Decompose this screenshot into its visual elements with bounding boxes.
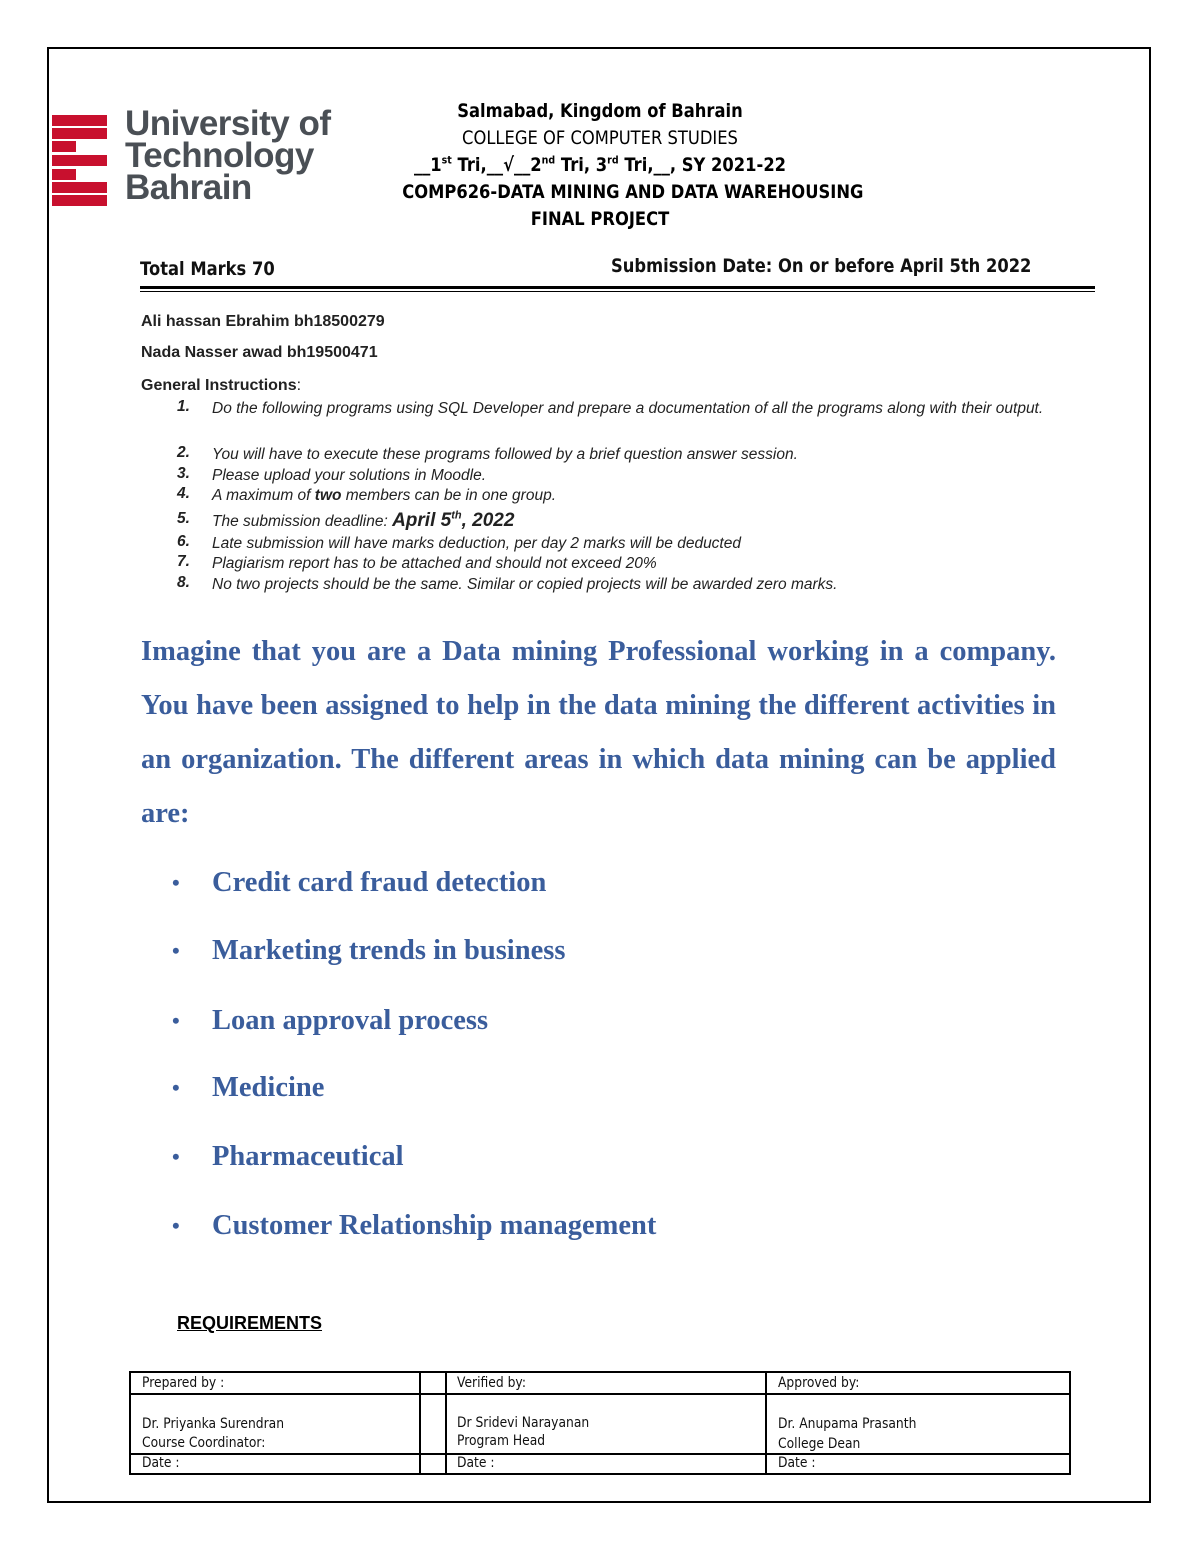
approved-label: Approved by: bbox=[778, 1375, 860, 1391]
prepared-date: Date : bbox=[142, 1455, 180, 1471]
prepared-name: Dr. Priyanka Surendran bbox=[142, 1416, 285, 1432]
table-divider bbox=[765, 1373, 767, 1473]
deadline-date: April 5th, 2022 bbox=[392, 509, 515, 531]
verified-date: Date : bbox=[457, 1455, 495, 1471]
student-name-2: Nada Nasser awad bh19500471 bbox=[141, 344, 378, 361]
approved-date: Date : bbox=[778, 1455, 816, 1471]
requirements-heading: REQUIREMENTS bbox=[177, 1313, 323, 1333]
document-header bbox=[370, 98, 864, 233]
intro-paragraph: Imagine that you are a Data mining Professional working in a company. You have been assigned to help in the data mining the different activities in an organization. The different areas in which data mining can be applied are: bbox=[141, 636, 1056, 829]
logo-mark-icon bbox=[52, 115, 108, 207]
header-rule bbox=[140, 286, 1095, 289]
verified-role: Program Head bbox=[457, 1433, 546, 1449]
university-logo bbox=[52, 104, 362, 208]
table-divider bbox=[131, 1393, 1069, 1395]
verified-label: Verified by: bbox=[457, 1375, 526, 1391]
table-divider bbox=[445, 1373, 447, 1473]
table-divider bbox=[131, 1453, 1069, 1455]
prepared-label: Prepared by : bbox=[142, 1375, 225, 1391]
header-rule-thin bbox=[140, 291, 1095, 292]
student-name-1: Ali hassan Ebrahim bh18500279 bbox=[141, 313, 385, 330]
course-line: COMP626-DATA MINING AND DATA WAREHOUSING bbox=[402, 181, 864, 203]
trimester-line: __1st Tri,__√__2nd Tri, 3rd Tri,__, SY 2021-22 bbox=[413, 153, 787, 176]
verified-name: Dr Sridevi Narayanan bbox=[457, 1415, 590, 1431]
table-divider bbox=[419, 1373, 421, 1473]
general-instructions-heading: General Instructions: bbox=[141, 377, 302, 394]
location-line: Salmabad, Kingdom of Bahrain bbox=[457, 100, 743, 122]
logo-wordmark: University of Technology Bahrain bbox=[125, 104, 331, 207]
approved-role: College Dean bbox=[778, 1436, 861, 1452]
project-line: FINAL PROJECT bbox=[530, 208, 670, 230]
prepared-role: Course Coordinator: bbox=[142, 1435, 266, 1451]
college-line: COLLEGE OF COMPUTER STUDIES bbox=[462, 127, 738, 149]
total-marks: Total Marks 70 bbox=[140, 258, 275, 280]
marks-row bbox=[140, 255, 1095, 286]
submission-date: Submission Date: On or before April 5th 2022 bbox=[611, 255, 1032, 277]
approved-name: Dr. Anupama Prasanth bbox=[778, 1416, 917, 1432]
signoff-table bbox=[129, 1371, 1071, 1475]
